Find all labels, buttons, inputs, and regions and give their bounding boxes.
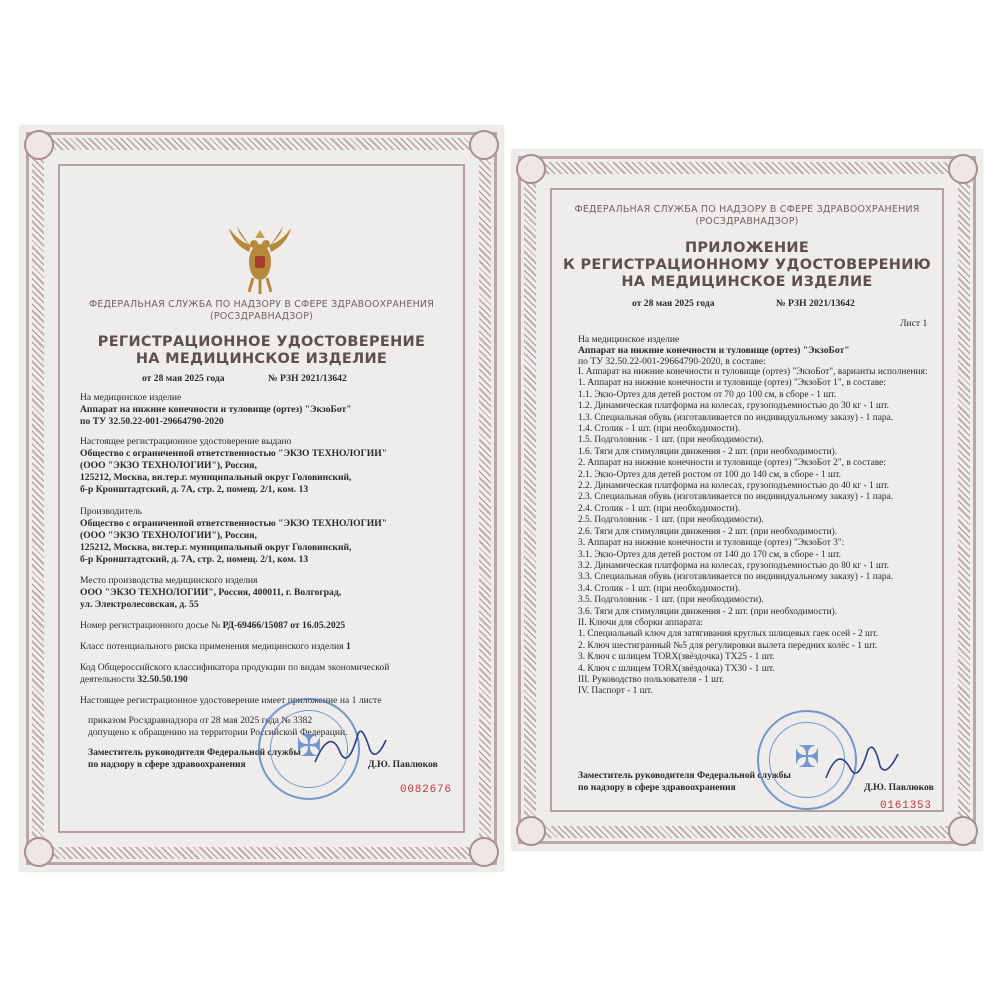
composition-item: 2.5. Подголовник - 1 шт. (при необходимости). [578, 515, 764, 526]
composition-list [578, 367, 927, 698]
coat-of-arms-icon [225, 222, 295, 296]
issued-line: б-р Кронштадтский, д. 7А, стр. 2, помещ. 2/1, ком. 13 [80, 484, 309, 495]
device-label: На медицинское изделие [578, 334, 680, 345]
okpd-line [80, 674, 188, 685]
manufacturer-label: Производитель [80, 506, 143, 517]
agency-header [512, 204, 982, 228]
okpd-value: 32.50.50.190 [137, 674, 188, 685]
issued-line: Общество с ограниченной ответственностью "ЭКЗО ТЕХНОЛОГИИ" [80, 448, 387, 459]
composition-item: 1.1. Экзо-Ортез для детей ростом от 70 до 100 см, в сборе - 1 шт. [578, 389, 837, 400]
composition-item: 2.3. Специальная обувь (изготавливается по индивидуальному заказу) - 1 пара. [578, 492, 894, 503]
composition-item: 3. Аппарат на нижние конечности и туловище (ортез) "ЭкзоБот 3": [578, 538, 845, 549]
composition-item: 3.1. Экзо-Ортез для детей ростом от 140 до 170 см, в сборе - 1 шт. [578, 549, 841, 560]
corner-ornament [24, 837, 54, 867]
risk-line [80, 641, 351, 652]
agency-name: ФЕДЕРАЛЬНАЯ СЛУЖБА ПО НАДЗОРУ В СФЕРЕ ЗДРАВООХРАНЕНИЯ [88, 299, 435, 310]
composition-item: 2. Аппарат на нижние конечности и туловище (ортез) "ЭкзоБот 2", в составе: [578, 458, 886, 469]
composition-item: 1.2. Динамическая платформа на колесах, грузоподъемностью до 30 кг - 1 шт. [578, 401, 889, 412]
issued-label: Настоящее регистрационное удостоверение выдано [80, 436, 292, 447]
manufacturer-line: Общество с ограниченной ответственностью "ЭКЗО ТЕХНОЛОГИИ" [80, 518, 387, 529]
stamp-icon: ✠ [757, 710, 857, 810]
signer-title: Заместитель руководителя Федеральной службы [578, 770, 791, 781]
stamp-icon: ✠ [258, 698, 360, 800]
composition-item: 1.4. Столик - 1 шт. (при необходимости). [578, 424, 741, 435]
okpd-prefix: деятельности [80, 674, 138, 685]
signer-title: по надзору в сфере здравоохранения [88, 759, 246, 770]
registration-number: № РЗН 2021/13642 [776, 298, 855, 309]
title-line: НА МЕДИЦИНСКОЕ ИЗДЕЛИЕ [135, 351, 388, 367]
corner-ornament [469, 837, 499, 867]
order-line: приказом Росздравнадзора от 28 мая 2025 года № 3382 [88, 715, 313, 726]
title-line: РЕГИСТРАЦИОННОЕ УДОСТОВЕРЕНИЕ [97, 334, 426, 350]
certificate-sheet [20, 126, 503, 871]
registration-number: № РЗН 2021/13642 [268, 373, 347, 384]
serial-number: 0161353 [880, 800, 932, 812]
composition-item: 3.2. Динамическая платформа на колесах, грузоподъемностью до 80 кг - 1 шт. [578, 560, 889, 571]
composition-item: II. Ключи для сборки аппарата: [578, 617, 703, 628]
corner-ornament [516, 154, 546, 184]
okpd-line: Код Общероссийского классификатора продукции по видам экономической [80, 662, 390, 673]
issue-date: от 28 мая 2025 года [632, 298, 715, 309]
corner-ornament [469, 130, 499, 160]
composition-item: 4. Ключ с шлицем TORX(звёздочка) TX30 - 1 шт. [578, 663, 775, 674]
signer-name: Д.Ю. Павлюков [368, 759, 438, 770]
signature-icon [822, 740, 902, 788]
place-label: Место производства медицинского изделия [80, 575, 258, 586]
dossier-prefix: Номер регистрационного досье № [80, 620, 223, 631]
document-title [512, 240, 982, 291]
manufacturer-line: 125212, Москва, вн.тер.г. муниципальный округ Головинский, [80, 542, 352, 553]
order-line: допущено к обращению на территории Российской Федерации. [88, 727, 348, 738]
appendix-note: Настоящее регистрационное удостоверение имеет приложение на 1 листе [80, 695, 382, 706]
composition-item: 1.5. Подголовник - 1 шт. (при необходимости). [578, 435, 764, 446]
appendix-sheet [512, 150, 982, 850]
device-tu: по ТУ 32.50.22-001-29664790-2020, в составе: [578, 356, 766, 367]
dossier-value: РД-69466/15087 от 16.05.2025 [222, 620, 346, 631]
composition-item: 3.6. Тяги для стимуляции движения - 2 шт. (при необходимости). [578, 606, 838, 617]
issued-line: (ООО "ЭКЗО ТЕХНОЛОГИИ"), Россия, [80, 460, 257, 471]
device-tu: по ТУ 32.50.22-001-29664790-2020 [80, 416, 224, 427]
signer-title: Заместитель руководителя Федеральной службы [88, 747, 301, 758]
signer-name: Д.Ю. Павлюков [864, 782, 934, 793]
composition-item: 3. Ключ с шлицем TORX(звёздочка) TX25 - 1 шт. [578, 652, 775, 663]
composition-item: III. Руководство пользователя - 1 шт. [578, 674, 725, 685]
corner-ornament [516, 816, 546, 846]
agency-abbr: (РОСЗДРАВНАДЗОР) [695, 216, 799, 227]
place-line: ООО "ЭКЗО ТЕХНОЛОГИИ", Россия, 400011, г. Волгоград, [80, 587, 342, 598]
risk-value: 1 [345, 641, 351, 652]
composition-item: 1. Специальный ключ для затягивания круглых шлицевых гаек осей - 2 шт. [578, 629, 878, 640]
dossier-line [80, 620, 345, 631]
composition-item: 1.3. Специальная обувь (изготавливается по индивидуальному заказу) - 1 пара. [578, 412, 894, 423]
agency-abbr: (РОСЗДРАВНАДЗОР) [209, 311, 314, 322]
agency-header [20, 299, 503, 323]
composition-item: 1.6. Тяги для стимуляции движения - 2 шт. (при необходимости). [578, 446, 838, 457]
corner-ornament [24, 130, 54, 160]
document-title [20, 334, 503, 368]
title-line: ПРИЛОЖЕНИЕ [684, 240, 810, 256]
composition-item: 1. Аппарат на нижние конечности и туловище (ортез) "ЭкзоБот 1", в составе: [578, 378, 886, 389]
manufacturer-line: б-р Кронштадтский, д. 7А, стр. 2, помещ. 2/1, ком. 13 [80, 554, 309, 565]
corner-ornament [948, 154, 978, 184]
corner-ornament [948, 816, 978, 846]
composition-item: 3.3. Специальная обувь (изготавливается по индивидуальному заказу) - 1 пара. [578, 572, 894, 583]
composition-item: 2. Ключ шестигранный №5 для регулировки вылета передних колёс - 1 шт. [578, 640, 878, 651]
signer-title: по надзору в сфере здравоохранения [578, 782, 736, 793]
issue-date: от 28 мая 2025 года [142, 373, 225, 384]
sheet-number: Лист 1 [900, 318, 928, 329]
composition-item: 2.1. Экзо-Ортез для детей ростом от 100 до 140 см, в сборе - 1 шт. [578, 469, 841, 480]
composition-item: 2.6. Тяги для стимуляции движения - 2 шт. (при необходимости). [578, 526, 838, 537]
device-name: Аппарат на нижние конечности и туловище (ортез) "ЭкзоБот" [80, 404, 352, 415]
composition-item: 3.5. Подголовник - 1 шт. (при необходимости). [578, 595, 764, 606]
title-line: К РЕГИСТРАЦИОННОМУ УДОСТОВЕРЕНИЮ [562, 257, 931, 273]
risk-prefix: Класс потенциального риска применения медицинского изделия [80, 641, 346, 652]
issued-line: 125212, Москва, вн.тер.г. муниципальный округ Головинский, [80, 472, 352, 483]
composition-item: 3.4. Столик - 1 шт. (при необходимости). [578, 583, 741, 594]
title-line: НА МЕДИЦИНСКОЕ ИЗДЕЛИЕ [621, 274, 873, 290]
composition-item: IV. Паспорт - 1 шт. [578, 686, 653, 697]
manufacturer-line: (ООО "ЭКЗО ТЕХНОЛОГИИ"), Россия, [80, 530, 257, 541]
composition-item: I. Аппарат на нижние конечности и туловище (ортез) "ЭкзоБот", варианты исполнения: [578, 367, 928, 377]
composition-item: 2.2. Динамическая платформа на колесах, грузоподъемностью до 40 кг - 1 шт. [578, 481, 889, 492]
place-line: ул. Электролесовская, д. 55 [80, 599, 199, 610]
device-label: На медицинское изделие [80, 392, 182, 403]
serial-number: 0082676 [400, 784, 452, 796]
composition-item: 2.4. Столик - 1 шт. (при необходимости). [578, 503, 741, 514]
signature-icon [310, 722, 390, 772]
agency-name: ФЕДЕРАЛЬНАЯ СЛУЖБА ПО НАДЗОРУ В СФЕРЕ ЗДРАВООХРАНЕНИЯ [574, 204, 920, 215]
device-name: Аппарат на нижние конечности и туловище (ортез) "ЭкзоБот" [578, 345, 850, 356]
